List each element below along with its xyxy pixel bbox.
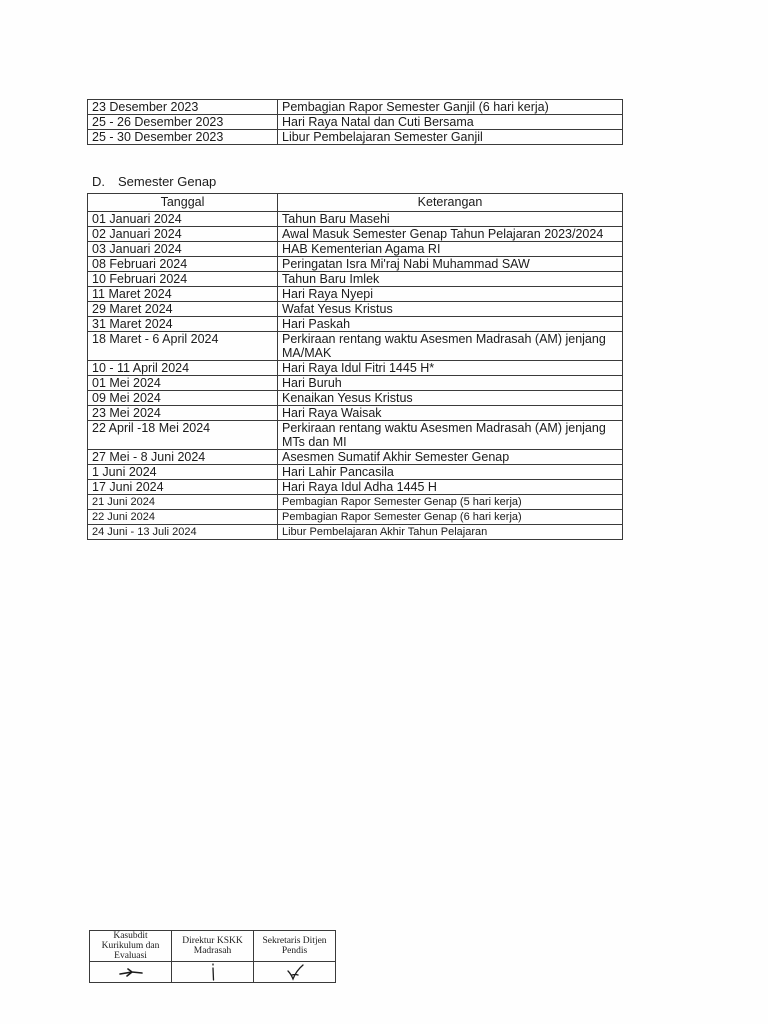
date-cell: 22 Juni 2024 [88,510,278,525]
table-row [88,130,623,145]
date-cell: 22 April -18 Mei 2024 [88,421,278,450]
date-cell: 21 Juni 2024 [88,495,278,510]
desc-cell: Pembagian Rapor Semester Genap (6 hari kerja) [278,510,623,525]
header-desc: Keterangan [278,194,623,212]
desc-cell: Asesmen Sumatif Akhir Semester Genap [278,450,623,465]
date-cell: 23 Desember 2023 [88,100,278,115]
date-cell: 1 Juni 2024 [88,465,278,480]
table-semester-genap [87,193,623,540]
date-cell: 23 Mei 2024 [88,406,278,421]
table-row [88,227,623,242]
desc-cell: Tahun Baru Masehi [278,212,623,227]
date-cell: 02 Januari 2024 [88,227,278,242]
initial-mark-3 [283,963,307,981]
table-row [88,317,623,332]
date-cell: 25 - 30 Desember 2023 [88,130,278,145]
table-row [88,302,623,317]
table-row [88,212,623,227]
table-semester-ganjil-tail [87,99,623,145]
desc-cell: Hari Raya Idul Adha 1445 H [278,480,623,495]
desc-cell: Hari Paskah [278,317,623,332]
date-cell: 27 Mei - 8 Juni 2024 [88,450,278,465]
desc-cell: Hari Raya Nyepi [278,287,623,302]
approval-title-direktur: Direktur KSKK Madrasah [172,931,254,962]
section-letter: D. [92,174,105,189]
desc-cell: Peringatan Isra Mi'raj Nabi Muhammad SAW [278,257,623,272]
table-row [88,510,623,525]
table-row [88,465,623,480]
date-cell: 10 Februari 2024 [88,272,278,287]
date-cell: 18 Maret - 6 April 2024 [88,332,278,361]
date-cell: 31 Maret 2024 [88,317,278,332]
approval-titles-row [90,931,336,962]
table-row [88,272,623,287]
date-cell: 01 Mei 2024 [88,376,278,391]
date-cell: 24 Juni - 13 Juli 2024 [88,525,278,540]
date-cell: 11 Maret 2024 [88,287,278,302]
desc-cell: Pembagian Rapor Semester Genap (5 hari kerja) [278,495,623,510]
desc-cell: Hari Lahir Pancasila [278,465,623,480]
table-row [88,376,623,391]
desc-cell: Awal Masuk Semester Genap Tahun Pelajaran 2023/2024 [278,227,623,242]
approval-box [89,930,336,983]
header-date: Tanggal [88,194,278,212]
table-row [88,525,623,540]
desc-cell: Perkiraan rentang waktu Asesmen Madrasah (AM) jenjang MTs dan MI [278,421,623,450]
initial-mark-2 [203,963,223,981]
desc-cell: Pembagian Rapor Semester Ganjil (6 hari kerja) [278,100,623,115]
table-row [88,391,623,406]
date-cell: 10 - 11 April 2024 [88,361,278,376]
table-row [88,480,623,495]
section-heading [92,174,216,189]
date-cell: 29 Maret 2024 [88,302,278,317]
desc-cell: Hari Raya Waisak [278,406,623,421]
date-cell: 01 Januari 2024 [88,212,278,227]
date-cell: 09 Mei 2024 [88,391,278,406]
initial-mark-1 [116,965,146,979]
table-row [88,421,623,450]
date-cell: 17 Juni 2024 [88,480,278,495]
table-row [88,495,623,510]
table-row [88,361,623,376]
table-row [88,100,623,115]
table-row [88,406,623,421]
initial-mark-cell [254,962,336,983]
initial-mark-cell [90,962,172,983]
desc-cell: Hari Buruh [278,376,623,391]
desc-cell: Perkiraan rentang waktu Asesmen Madrasah (AM) jenjang MA/MAK [278,332,623,361]
desc-cell: Libur Pembelajaran Akhir Tahun Pelajaran [278,525,623,540]
desc-cell: Tahun Baru Imlek [278,272,623,287]
approval-initials-row [90,962,336,983]
desc-cell: Libur Pembelajaran Semester Ganjil [278,130,623,145]
approval-title-kasubdit: Kasubdit Kurikulum dan Evaluasi [90,931,172,962]
desc-cell: Hari Raya Natal dan Cuti Bersama [278,115,623,130]
section-title: Semester Genap [118,174,217,189]
desc-cell: Hari Raya Idul Fitri 1445 H* [278,361,623,376]
approval-title-sekretaris: Sekretaris Ditjen Pendis [254,931,336,962]
date-cell: 25 - 26 Desember 2023 [88,115,278,130]
date-cell: 08 Februari 2024 [88,257,278,272]
table-row [88,257,623,272]
table-row [88,115,623,130]
table-header-row [88,194,623,212]
table-row [88,287,623,302]
table-row [88,450,623,465]
desc-cell: Wafat Yesus Kristus [278,302,623,317]
table-row [88,242,623,257]
desc-cell: Kenaikan Yesus Kristus [278,391,623,406]
initial-mark-cell [172,962,254,983]
date-cell: 03 Januari 2024 [88,242,278,257]
table-row [88,332,623,361]
desc-cell: HAB Kementerian Agama RI [278,242,623,257]
